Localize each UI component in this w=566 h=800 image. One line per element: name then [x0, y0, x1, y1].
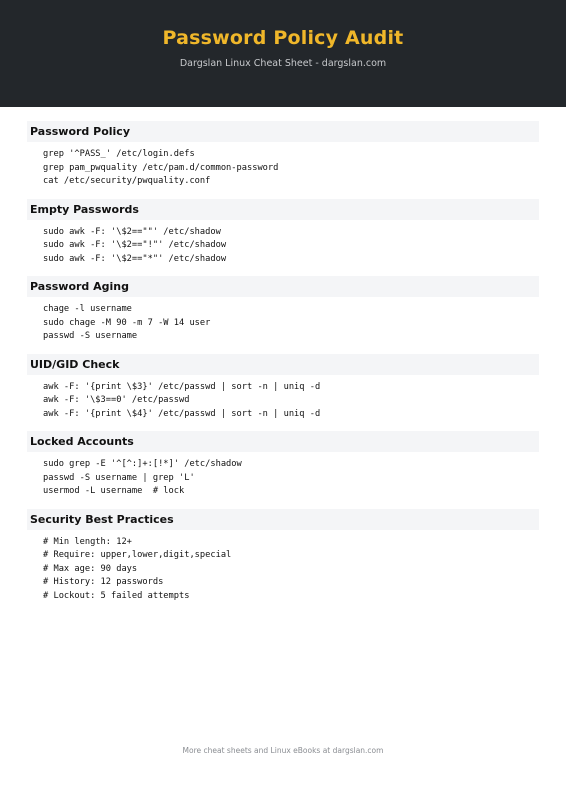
command-list [0, 297, 566, 344]
command-line: usermod -L username # lock [43, 486, 185, 496]
section-title: Security Best Practices [27, 509, 539, 530]
command-line: sudo chage -M 90 -m 7 -W 14 user [43, 317, 211, 328]
page-title: Password Policy Audit [162, 27, 404, 49]
command-line: cat /etc/security/pwquality.conf [43, 176, 211, 186]
command-line: sudo awk -F: '\$2==""' /etc/shadow [43, 226, 221, 237]
section-title: Empty Passwords [27, 199, 539, 220]
command-line: awk -F: '\$3==0' /etc/passwd [43, 395, 190, 405]
command-line: # Lockout: 5 failed attempts [43, 590, 190, 601]
command-line: awk -F: '{print \$3}' /etc/passwd | sort -n | uniq -d [43, 381, 321, 392]
section-title: Password Policy [27, 121, 539, 142]
command-line: sudo awk -F: '\$2=="!"' /etc/shadow [43, 240, 227, 250]
page-footer: More cheat sheets and Linux eBooks at dargslan.com [182, 746, 384, 755]
section-uid-gid-check [0, 354, 566, 422]
command-line: # History: 12 passwords [43, 577, 164, 587]
command-list [0, 142, 566, 189]
sections-container [0, 121, 566, 613]
section-password-policy [0, 121, 566, 189]
command-list [0, 452, 566, 499]
page-subtitle: Dargslan Linux Cheat Sheet - dargslan.com [179, 58, 387, 69]
command-line: chage -l username [43, 304, 132, 314]
section-password-aging [0, 276, 566, 344]
page-header [0, 0, 566, 107]
command-line: # Require: upper,lower,digit,special [43, 550, 232, 560]
section-title: Locked Accounts [27, 431, 539, 452]
command-list [0, 530, 566, 604]
command-list [0, 220, 566, 267]
command-line: passwd -S username [43, 331, 138, 341]
command-line: awk -F: '{print \$4}' /etc/passwd | sort -n | uniq -d [43, 408, 321, 419]
command-line: # Max age: 90 days [43, 563, 138, 574]
command-line: passwd -S username | grep 'L' [43, 472, 195, 483]
command-line: sudo grep -E '^[^:]+:[!*]' /etc/shadow [43, 459, 242, 469]
section-security-best-practices [0, 509, 566, 604]
command-list [0, 375, 566, 422]
section-title: Password Aging [27, 276, 539, 297]
command-line: # Min length: 12+ [43, 536, 132, 547]
command-line: grep '^PASS_' /etc/login.defs [43, 149, 195, 159]
command-line: grep pam_pwquality /etc/pam.d/common-password [43, 162, 279, 173]
command-line: sudo awk -F: '\$2=="*"' /etc/shadow [43, 253, 227, 264]
section-empty-passwords [0, 199, 566, 267]
section-title: UID/GID Check [27, 354, 539, 375]
section-locked-accounts [0, 431, 566, 499]
